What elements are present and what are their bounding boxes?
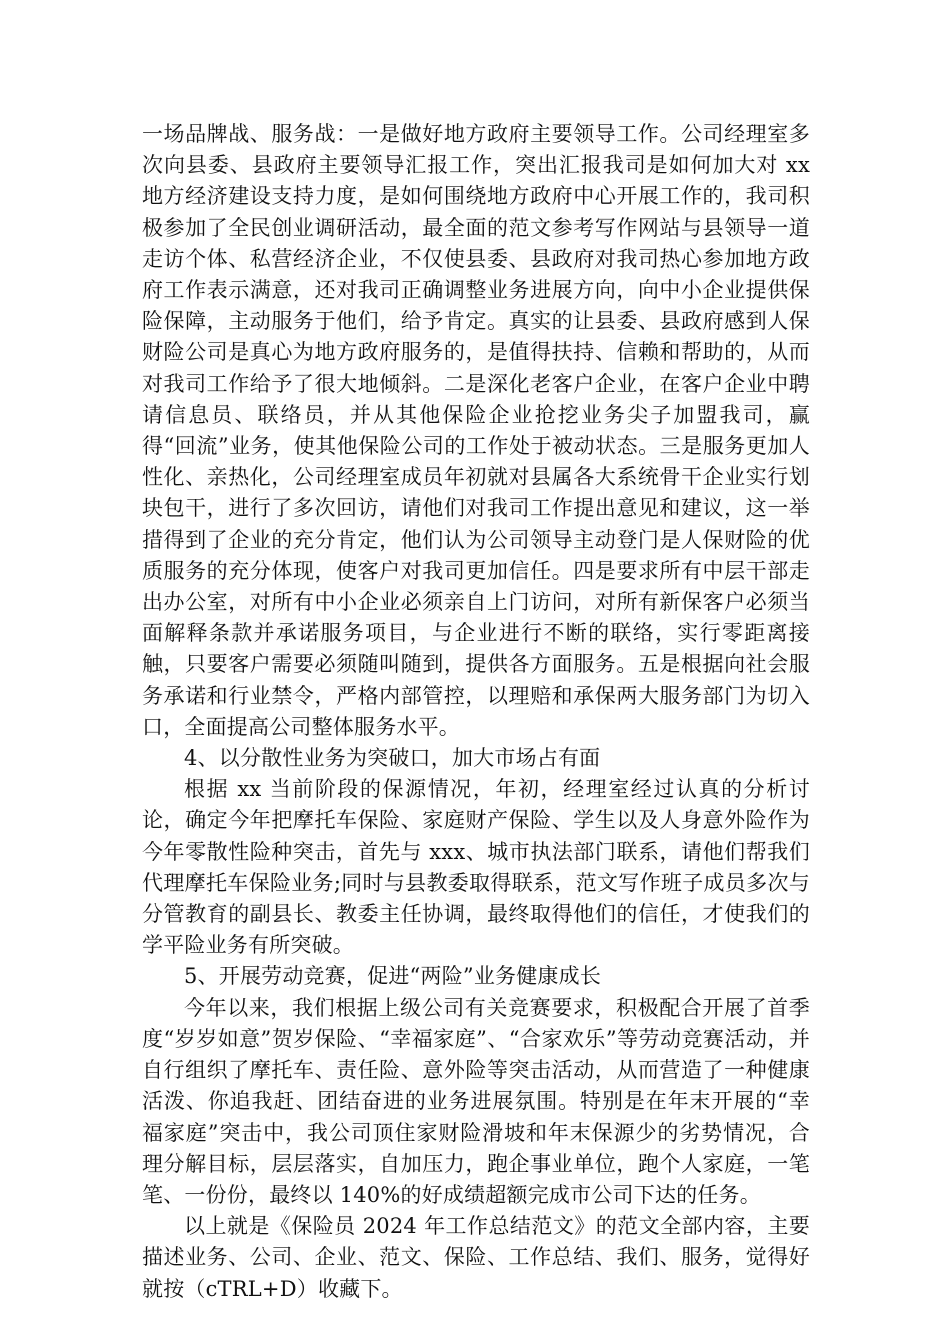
section-heading: 4、以分散性业务为突破口，加大市场占有面 <box>184 746 601 771</box>
body-paragraph: 今年以来，我们根据上级公司有关竞赛要求，积极配合开展了首季度“岁岁如意”贺岁保险、“幸福家庭”、“合家欢乐”等劳动竞赛活动，并自行组织了摩托车、责任险、意外险等突击活动，从而营造了一种健康活泼、你追我赶、团结奋进的业务进展氛围。特别是在年末开展的“幸福家庭”突击中，我公司顶住家财险滑坡和年末保源少的劣势情况，合理分解目标，层层落实，自加压力，跑企事业单位，跑个人家庭，一笔笔、一份份，最终以 140%的好成绩超额完成市公司下达的任务。 <box>142 995 810 1207</box>
section-heading: 5、开展劳动竞赛，促进“两险”业务健康成长 <box>184 964 602 989</box>
document-body <box>142 119 810 1305</box>
closing-paragraph: 以上就是《保险员 2024 年工作总结范文》的范文全部内容，主要描述业务、公司、企业、范文、保险、工作总结、我们、服务，觉得好就按（cTRL+D）收藏下。 <box>142 1214 810 1301</box>
body-paragraph: 根据 xx 当前阶段的保源情况，年初，经理室经过认真的分析讨论，确定今年把摩托车保险、家庭财产保险、学生以及人身意外险作为今年零散性险种突击，首先与 xxx、城市执法部门联系，请他们帮我们代理摩托车保险业务;同时与县教委取得联系，范文写作班子成员多次与分管教育的副县长、教委主任协调，最终取得他们的信任，才使我们的学平险业务有所突破。 <box>142 777 810 958</box>
body-paragraph: 一场品牌战、服务战：一是做好地方政府主要领导工作。公司经理室多次向县委、县政府主要领导汇报工作，突出汇报我司是如何加大对 xx 地方经济建设支持力度，是如何围绕地方政府中心开展工作的，我司积极参加了全民创业调研活动，最全面的范文参考写作网站与县领导一道走访个体、私营经济企业，不仅使县委、县政府对我司热心参加地方政府工作表示满意，还对我司正确调整业务进展方向，向中小企业提供保险保障，主动服务于他们，给予肯定。真实的让县委、县政府感到人保财险公司是真心为地方政府服务的，是值得扶持、信赖和帮助的，从而对我司工作给予了很大地倾斜。二是深化老客户企业，在客户企业中聘请信息员、联络员，并从其他保险企业抢挖业务尖子加盟我司，赢得“回流”业务，使其他保险公司的工作处于被动状态。三是服务更加人性化、亲热化，公司经理室成员年初就对县属各大系统骨干企业实行划块包干，进行了多次回访，请他们对我司工作提出意见和建议，这一举措得到了企业的充分肯定，他们认为公司领导主动登门是人保财险的优质服务的充分体现，使客户对我司更加信任。四是要求所有中层干部走出办公室，对所有中小企业必须亲自上门访问，对所有新保客户必须当面解释条款并承诺服务项目，与企业进行不断的联络，实行零距离接触，只要客户需要必须随叫随到，提供各方面服务。五是根据向社会服务承诺和行业禁令，严格内部管控，以理赔和承保两大服务部门为切入口，全面提高公司整体服务水平。 <box>142 122 810 739</box>
